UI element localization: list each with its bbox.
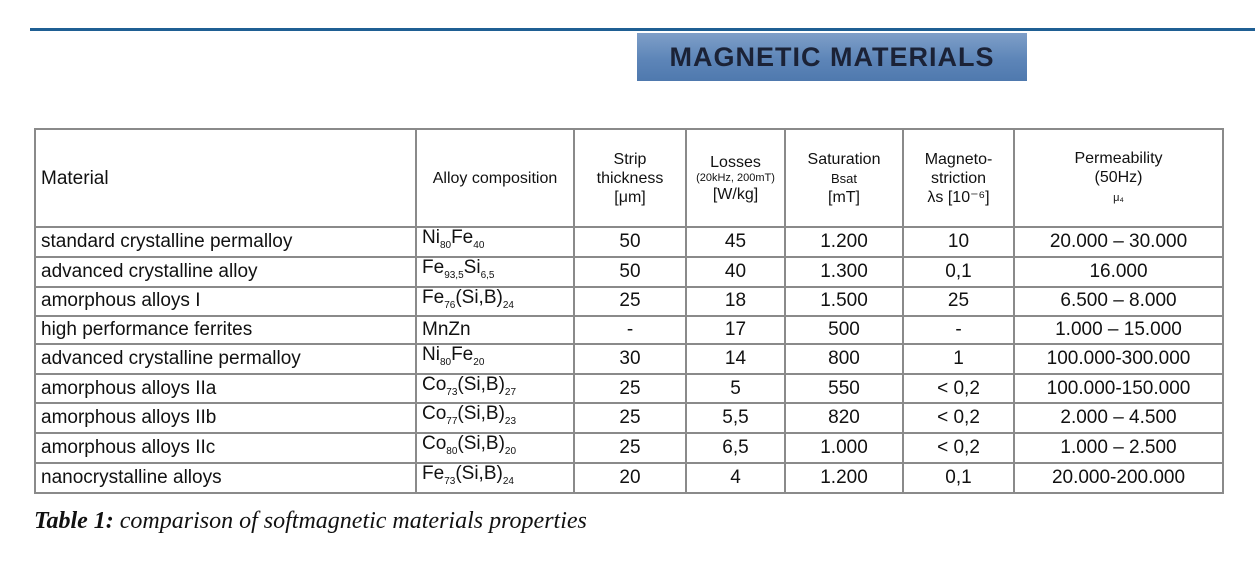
cell-saturation: 1.000: [785, 433, 903, 463]
header-label: Alloy composition: [432, 169, 558, 187]
table-row: [35, 463, 1223, 493]
caption-label: Table 1:: [34, 508, 114, 534]
cell-strip: 50: [574, 257, 686, 287]
table-row: [35, 344, 1223, 374]
header-label: Permeability: [1074, 149, 1163, 167]
cell-losses: 17: [686, 316, 785, 344]
cell-material: standard crystalline permalloy: [35, 227, 416, 257]
cell-magneto: 0,1: [903, 257, 1014, 287]
cell-alloy: [416, 374, 574, 404]
cell-alloy: [416, 463, 574, 493]
table-row: [35, 227, 1223, 257]
header-sub: Bsat: [830, 170, 857, 186]
cell-losses: 40: [686, 257, 785, 287]
cell-magneto: 10: [903, 227, 1014, 257]
cell-strip: 25: [574, 374, 686, 404]
alloy-element: Ni: [422, 343, 440, 365]
cell-losses: 5: [686, 374, 785, 404]
cell-losses: 4: [686, 463, 785, 493]
alloy-subscript: 27: [504, 386, 517, 398]
table-row: [35, 257, 1223, 287]
cell-magneto: 0,1: [903, 463, 1014, 493]
cell-saturation: 1.200: [785, 463, 903, 493]
caption-text: comparison of softmagnetic materials properties: [113, 508, 587, 534]
cell-strip: 25: [574, 287, 686, 317]
header-unit: [μm]: [614, 188, 646, 206]
cell-material: amorphous alloys IIc: [35, 433, 416, 463]
alloy-subscript: 76: [444, 299, 456, 311]
alloy-subscript: 73: [444, 475, 456, 487]
cell-material: amorphous alloys I: [35, 287, 416, 317]
cell-losses: 5,5: [686, 403, 785, 433]
header-permeability: [1014, 129, 1223, 227]
alloy-element: (Si,B): [457, 373, 505, 395]
alloy-element: (Si,B): [457, 403, 505, 425]
cell-material: nanocrystalline alloys: [35, 463, 416, 493]
alloy-element: Fe: [422, 256, 445, 278]
alloy-element: (Si,B): [455, 286, 503, 308]
header-label: Losses: [710, 153, 761, 171]
cell-saturation: 500: [785, 316, 903, 344]
header-label: Material: [41, 167, 109, 189]
cell-material: advanced crystalline permalloy: [35, 344, 416, 374]
cell-perm: 6.500 – 8.000: [1014, 287, 1223, 317]
alloy-subscript: 24: [502, 299, 514, 311]
alloy-subscript: 80: [446, 446, 458, 458]
alloy-subscript: 73: [446, 386, 458, 398]
alloy-element: Fe: [451, 227, 474, 248]
cell-strip: 50: [574, 227, 686, 257]
alloy-subscript: 24: [502, 475, 514, 487]
header-unit: [mT]: [828, 188, 860, 206]
cell-strip: 25: [574, 433, 686, 463]
cell-saturation: 800: [785, 344, 903, 374]
cell-alloy: [416, 403, 574, 433]
header-saturation: [785, 129, 903, 227]
alloy-element: Fe: [422, 286, 445, 308]
table-row: [35, 433, 1223, 463]
alloy-subscript: 6,5: [480, 269, 495, 281]
cell-perm: 2.000 – 4.500: [1014, 403, 1223, 433]
materials-table-container: [34, 128, 1222, 494]
cell-saturation: 550: [785, 374, 903, 404]
cell-alloy: [416, 316, 574, 344]
alloy-element: Co: [422, 433, 447, 455]
section-title: MAGNETIC MATERIALS: [637, 33, 1027, 81]
cell-saturation: 1.500: [785, 287, 903, 317]
cell-losses: 6,5: [686, 433, 785, 463]
alloy-subscript: 80: [439, 239, 452, 251]
cell-losses: 45: [686, 227, 785, 257]
header-magnetostriction: [903, 129, 1014, 227]
cell-perm: 20.000-200.000: [1014, 463, 1223, 493]
cell-material: amorphous alloys IIb: [35, 403, 416, 433]
alloy-element: Fe: [422, 463, 445, 485]
alloy-element: (Si,B): [455, 463, 503, 485]
table-caption: [34, 508, 587, 535]
materials-table: [34, 128, 1224, 494]
cell-perm: 1.000 – 2.500: [1014, 433, 1223, 463]
cell-losses: 14: [686, 344, 785, 374]
table-row: [35, 316, 1223, 344]
header-label: Magneto-striction: [924, 150, 993, 187]
alloy-subscript: 20: [504, 446, 517, 458]
alloy-element: Co: [422, 403, 447, 425]
cell-strip: 20: [574, 463, 686, 493]
cell-alloy: [416, 287, 574, 317]
header-unit: [W/kg]: [712, 185, 759, 203]
alloy-subscript: 80: [439, 356, 452, 368]
alloy-subscript: 23: [504, 416, 517, 428]
cell-strip: 25: [574, 403, 686, 433]
cell-magneto: 1: [903, 344, 1014, 374]
table-header-row: [35, 129, 1223, 227]
cell-material: amorphous alloys IIa: [35, 374, 416, 404]
cell-perm: 16.000: [1014, 257, 1223, 287]
header-strip: [574, 129, 686, 227]
cell-magneto: < 0,2: [903, 433, 1014, 463]
cell-saturation: 820: [785, 403, 903, 433]
table-body: [35, 227, 1223, 493]
header-label: Saturation: [807, 150, 881, 168]
table-row: [35, 374, 1223, 404]
header-sub: (20kHz, 200mT): [696, 171, 775, 184]
top-rule: [30, 28, 1255, 31]
alloy-subscript: 20: [473, 356, 485, 368]
alloy-element: Fe: [451, 343, 474, 365]
header-label: Strip thickness: [596, 150, 664, 187]
alloy-element: Co: [422, 373, 447, 395]
cell-losses: 18: [686, 287, 785, 317]
header-unit: μ₄: [1113, 191, 1124, 204]
alloy-element: Si: [463, 256, 481, 278]
alloy-subscript: 77: [446, 416, 458, 428]
alloy-element: Ni: [422, 227, 440, 248]
cell-alloy: [416, 227, 574, 257]
cell-magneto: 25: [903, 287, 1014, 317]
cell-magneto: < 0,2: [903, 374, 1014, 404]
cell-strip: 30: [574, 344, 686, 374]
header-sub: (50Hz): [1094, 168, 1143, 186]
alloy-subscript: 93,5: [444, 269, 464, 281]
cell-magneto: -: [903, 316, 1014, 344]
cell-alloy: [416, 344, 574, 374]
header-alloy: [416, 129, 574, 227]
cell-perm: 100.000-150.000: [1014, 374, 1223, 404]
alloy-element: (Si,B): [457, 433, 505, 455]
cell-saturation: 1.300: [785, 257, 903, 287]
cell-material: advanced crystalline alloy: [35, 257, 416, 287]
cell-magneto: < 0,2: [903, 403, 1014, 433]
cell-material: high performance ferrites: [35, 316, 416, 344]
cell-strip: -: [574, 316, 686, 344]
header-material: [35, 129, 416, 227]
cell-perm: 1.000 – 15.000: [1014, 316, 1223, 344]
cell-perm: 20.000 – 30.000: [1014, 227, 1223, 257]
cell-saturation: 1.200: [785, 227, 903, 257]
table-row: [35, 287, 1223, 317]
alloy-subscript: 40: [473, 239, 485, 251]
cell-perm: 100.000-300.000: [1014, 344, 1223, 374]
header-losses: [686, 129, 785, 227]
cell-alloy: [416, 433, 574, 463]
header-unit: λs [10⁻⁶]: [927, 188, 990, 206]
alloy-element: MnZn: [422, 319, 471, 341]
table-row: [35, 403, 1223, 433]
cell-alloy: [416, 257, 574, 287]
